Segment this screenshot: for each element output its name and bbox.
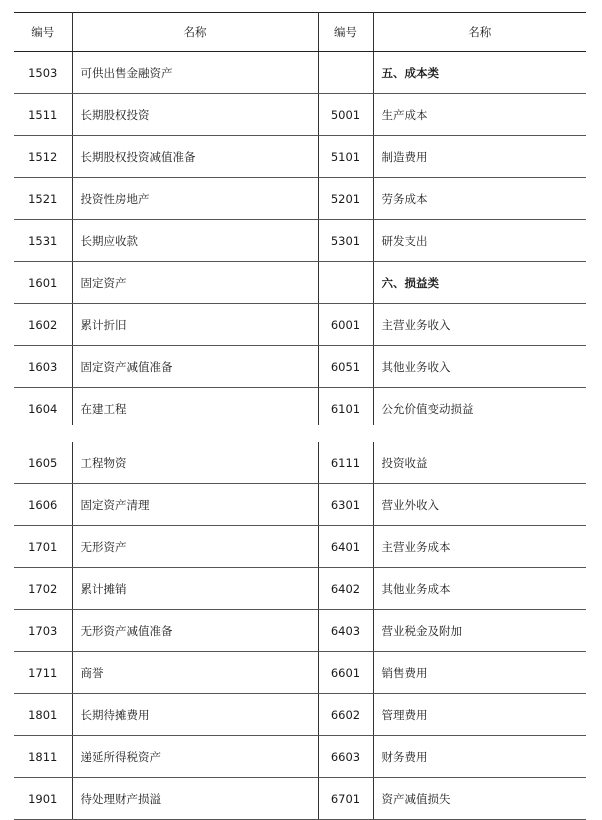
account-code [318,52,373,94]
account-code: 6601 [318,652,373,694]
accounts-table-top [14,12,586,430]
account-name: 递延所得税资产 [72,736,318,778]
account-code: 6001 [318,304,373,346]
account-code: 1606 [14,484,72,526]
header-row [14,13,586,52]
account-name: 其他业务收入 [373,346,586,388]
account-name: 无形资产减值准备 [72,610,318,652]
account-code: 1603 [14,346,72,388]
account-name: 待处理财产损溢 [72,778,318,820]
account-name: 生产成本 [373,94,586,136]
account-name: 公允价值变动损益 [373,388,586,430]
account-code: 5001 [318,94,373,136]
account-name: 在建工程 [72,388,318,430]
account-name: 投资收益 [373,442,586,484]
header-name: 名称 [373,13,586,52]
account-name: 劳务成本 [373,178,586,220]
account-name: 资产减值损失 [373,778,586,820]
table-row [14,304,586,346]
account-name: 固定资产清理 [72,484,318,526]
account-name: 固定资产减值准备 [72,346,318,388]
table-row [14,178,586,220]
page-break [0,425,602,442]
account-code: 1602 [14,304,72,346]
header-name: 名称 [72,13,318,52]
account-code: 6602 [318,694,373,736]
table-row [14,136,586,178]
account-name: 长期股权投资 [72,94,318,136]
account-code: 1703 [14,610,72,652]
account-name: 长期应收款 [72,220,318,262]
account-name: 固定资产 [72,262,318,304]
account-code: 6402 [318,568,373,610]
account-code: 1701 [14,526,72,568]
account-code [318,262,373,304]
table-row [14,94,586,136]
account-name: 投资性房地产 [72,178,318,220]
account-name: 长期股权投资减值准备 [72,136,318,178]
table-row [14,568,586,610]
table-row [14,442,586,484]
accounts-table-bottom [14,442,586,820]
account-name: 累计折旧 [72,304,318,346]
account-name: 销售费用 [373,652,586,694]
account-code: 6101 [318,388,373,430]
account-code: 1601 [14,262,72,304]
account-code: 6051 [318,346,373,388]
table-row [14,388,586,430]
account-name: 累计摊销 [72,568,318,610]
table-row [14,262,586,304]
table-row [14,484,586,526]
table-row [14,778,586,820]
account-code: 1711 [14,652,72,694]
account-name: 营业税金及附加 [373,610,586,652]
account-code: 6701 [318,778,373,820]
account-code: 1512 [14,136,72,178]
account-code: 6603 [318,736,373,778]
account-code: 5201 [318,178,373,220]
account-code: 6403 [318,610,373,652]
account-code: 1511 [14,94,72,136]
account-name: 长期待摊费用 [72,694,318,736]
account-code: 1801 [14,694,72,736]
account-code: 5101 [318,136,373,178]
account-name: 五、成本类 [373,52,586,94]
account-name: 主营业务成本 [373,526,586,568]
table-row [14,220,586,262]
table-row [14,346,586,388]
account-code: 1811 [14,736,72,778]
account-name: 研发支出 [373,220,586,262]
account-name: 管理费用 [373,694,586,736]
account-code: 1901 [14,778,72,820]
account-code: 1531 [14,220,72,262]
account-name: 无形资产 [72,526,318,568]
account-name: 其他业务成本 [373,568,586,610]
table-row [14,526,586,568]
table-row [14,610,586,652]
account-name: 可供出售金融资产 [72,52,318,94]
header-code: 编号 [14,13,72,52]
account-name: 工程物资 [72,442,318,484]
account-name: 六、损益类 [373,262,586,304]
account-code: 1503 [14,52,72,94]
account-name: 制造费用 [373,136,586,178]
account-name: 营业外收入 [373,484,586,526]
account-code: 5301 [318,220,373,262]
account-code: 1605 [14,442,72,484]
account-code: 6111 [318,442,373,484]
account-name: 财务费用 [373,736,586,778]
table-row [14,52,586,94]
account-code: 1604 [14,388,72,430]
table-row [14,652,586,694]
table-row [14,736,586,778]
account-name: 商誉 [72,652,318,694]
account-code: 6301 [318,484,373,526]
account-code: 1521 [14,178,72,220]
header-code: 编号 [318,13,373,52]
account-code: 1702 [14,568,72,610]
table-row [14,694,586,736]
account-code: 6401 [318,526,373,568]
account-name: 主营业务收入 [373,304,586,346]
